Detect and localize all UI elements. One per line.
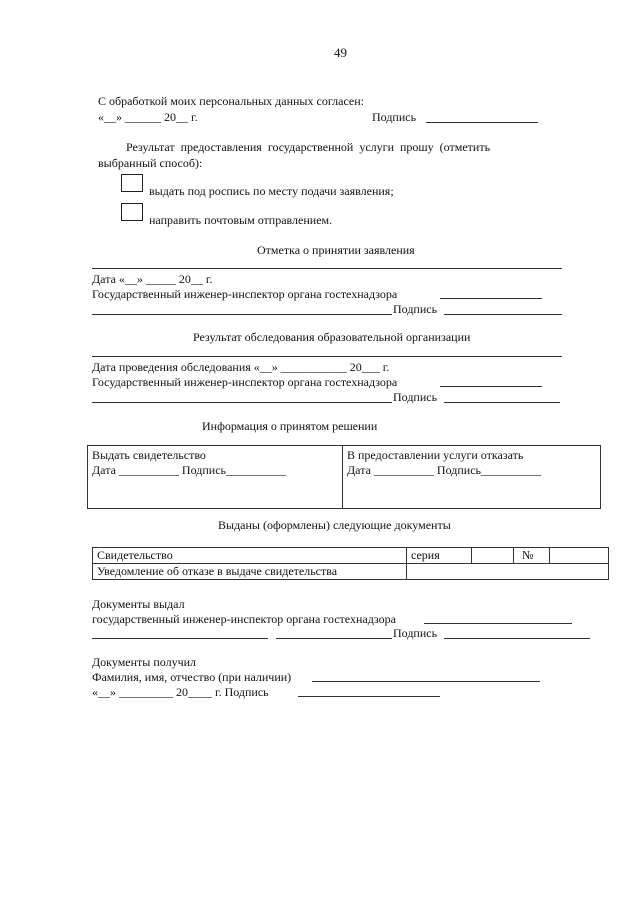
- option-by-mail-checkbox[interactable]: [121, 203, 143, 221]
- inspection-heading: Результат обследования образовательной организации: [193, 330, 471, 344]
- inspection-inspector-field[interactable]: [440, 386, 542, 387]
- docs-row1-label: Свидетельство: [97, 548, 173, 562]
- received-by-signature-field[interactable]: [298, 696, 440, 697]
- acceptance-inspector-label: Государственный инженер-инспектор органа гостехнадзора: [92, 287, 398, 301]
- option-in-person-label: выдать под роспись по месту подачи заявления;: [149, 184, 394, 198]
- acceptance-name-field[interactable]: [92, 314, 392, 315]
- acceptance-signature-field[interactable]: [444, 314, 562, 315]
- docs-row1-series-label: серия: [411, 548, 440, 562]
- issued-by-signature-field[interactable]: [444, 638, 590, 639]
- issued-by-name-field-left[interactable]: [92, 638, 268, 639]
- acceptance-signature-label: Подпись: [393, 302, 438, 316]
- inspection-inspector-label: Государственный инженер-инспектор органа гостехнадзора: [92, 375, 398, 389]
- received-by-name-field[interactable]: [312, 681, 540, 682]
- result-request-line1: Результат предоставления государственной услуги прошу (отметить: [126, 140, 491, 154]
- decision-issue-fields[interactable]: Дата __________ Подпись__________: [92, 463, 286, 477]
- docs-row1-series-value-cell[interactable]: [471, 547, 514, 563]
- inspection-signature-label: Подпись: [393, 390, 438, 404]
- docs-row2-empty-cell: [406, 563, 609, 580]
- decision-issue-title: Выдать свидетельство: [92, 448, 206, 462]
- consent-signature-field[interactable]: [426, 122, 538, 123]
- inspection-signature-field[interactable]: [444, 402, 560, 403]
- docs-row1-number-value-cell[interactable]: [549, 547, 609, 563]
- inspection-name-field[interactable]: [92, 402, 392, 403]
- consent-date-line: «__» ______ 20__ г.: [98, 110, 198, 124]
- option-in-person-checkbox[interactable]: [121, 174, 143, 192]
- acceptance-date-line: Дата «__» _____ 20__ г.: [92, 272, 213, 286]
- docs-row2-label: Уведомление об отказе в выдаче свидетельства: [97, 564, 338, 578]
- issued-by-inspector-field[interactable]: [424, 623, 572, 624]
- issued-by-name-field-right[interactable]: [276, 638, 392, 639]
- issued-by-signature-label: Подпись: [393, 626, 438, 640]
- docs-row1-number-label: №: [522, 548, 534, 562]
- result-request-line2: выбранный способ):: [98, 156, 203, 170]
- decision-refuse-title: В предоставлении услуги отказать: [347, 448, 524, 462]
- documents-issued-heading: Выданы (оформлены) следующие документы: [218, 518, 451, 532]
- consent-text: С обработкой моих персональных данных согласен:: [98, 94, 365, 108]
- option-by-mail-label: направить почтовым отправлением.: [149, 213, 333, 227]
- inspection-date-line: Дата проведения обследования «__» ___________ 20___ г.: [92, 360, 390, 374]
- received-by-label: Документы получил: [92, 655, 197, 669]
- consent-signature-label: Подпись: [372, 110, 417, 124]
- page-number: 49: [334, 45, 347, 60]
- received-by-name-label: Фамилия, имя, отчество (при наличии): [92, 670, 292, 684]
- decision-heading: Информация о принятом решении: [202, 419, 378, 433]
- acceptance-heading: Отметка о принятии заявления: [257, 243, 415, 257]
- issued-by-label: Документы выдал: [92, 597, 185, 611]
- inspection-top-rule: [92, 356, 562, 357]
- acceptance-inspector-field[interactable]: [440, 298, 542, 299]
- issued-by-inspector-label: государственный инженер-инспектор органа гостехнадзора: [92, 612, 396, 626]
- acceptance-top-rule: [92, 268, 562, 269]
- received-by-date-line: «__» _________ 20____ г. Подпись: [92, 685, 269, 699]
- decision-refuse-fields[interactable]: Дата __________ Подпись__________: [347, 463, 541, 477]
